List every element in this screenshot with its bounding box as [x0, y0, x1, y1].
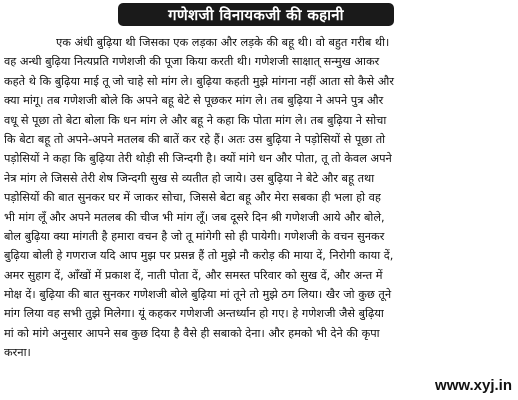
story-line: वह अन्धी बुढ़िया नित्यप्रति गणेशजी की पूजा किया करती थी। गणेशजी साक्षात् सन्मुख आकर — [4, 55, 380, 69]
website-watermark: www.xyj.in — [429, 377, 512, 394]
story-line: बुढ़िया बोली हे गणराज यदि आप मुझ पर प्रसन्न हैं तो मुझे नौ करोड़ की माया दें, निरोगी काया दें, — [4, 249, 394, 263]
story-line: वधू से पूछा तो बेटा बोला कि धन मांग ले और बहू ने कहा कि पोता मांग ले। तब बुढ़िया ने सोचा — [4, 113, 387, 127]
story-line: पड़ोसियों ने कहा कि बुढ़िया तेरी थोड़ी सी जिन्दगी है। क्यों मांगे धन और पोता, तू तो केवल अपने — [4, 152, 392, 166]
story-line: अमर सुहाग दें, आँखों में प्रकाश दें, नाती पोता दें, और समस्त परिवार को सुख दें, और अन्त में — [4, 268, 383, 282]
title-banner — [118, 3, 394, 26]
story-line: कि बेटा बहू तो अपने-अपने मतलब की बातें कर रहे हैं। अतः उस बुढ़िया ने पड़ोसियों से पूछा तो — [4, 132, 386, 146]
story-line: पड़ोसियों की बात सुनकर घर में जाकर सोचा, जिससे बेटा बहू और मेरा सबका ही भला हो वह — [4, 191, 381, 205]
story-line: क्या मांगू। तब गणेशजी बोले कि अपने बहू बेटे से पूछकर मांग ले। तब बुढ़िया ने अपने पुत्र और — [4, 94, 384, 108]
story-title: गणेशजी विनायकजी की कहानी — [168, 5, 344, 24]
story-text — [4, 33, 514, 363]
story-line: बोल बुढ़िया क्या मांगती है हमारा वचन है जो तू मांगेगी सो ही पायेगी। गणेशजी के वचन सुनकर — [4, 229, 385, 243]
story-line: नेत्र मांग ले जिससे तेरी शेष जिन्दगी सुख से व्यतीत हो जाये। उस बुढ़िया ने बेटे और बहू तथा — [4, 171, 375, 185]
story-line: मोक्ष दें। बुढ़िया की बात सुनकर गणेशजी बोले बुढ़िया मां तूने तो मुझे ठग लिया। खैर जो कुछ तूने — [4, 288, 392, 302]
story-line: भी मांग लूँ और अपने मतलब की चीज भी मांग लूँ। जब दूसरे दिन श्री गणेशजी आये और बोले, — [4, 210, 385, 224]
story-line: मांग लिया वह सभी तुझे मिलेगा। यूं कहकर गणेशजी अन्तर्ध्यान हो गए। हे गणेशजी जैसे बुढ़िया — [4, 307, 384, 321]
story-line: मां को मांगे अनुसार आपने सब कुछ दिया है वैसे ही सबाको देना। और हमको भी देने की कृपा — [4, 326, 380, 340]
story-line: एक अंधी बुढ़िया थी जिसका एक लड़का और लड़के की बहू थी। वो बहुत गरीब थी। — [56, 36, 390, 49]
story-line: कहते थे कि बुढ़िया माई तू जो चाहे सो मांग ले। बुढ़िया कहती मुझे मांगना नहीं आता सो कैसे और — [4, 74, 394, 88]
story-line: करना। — [4, 346, 31, 360]
